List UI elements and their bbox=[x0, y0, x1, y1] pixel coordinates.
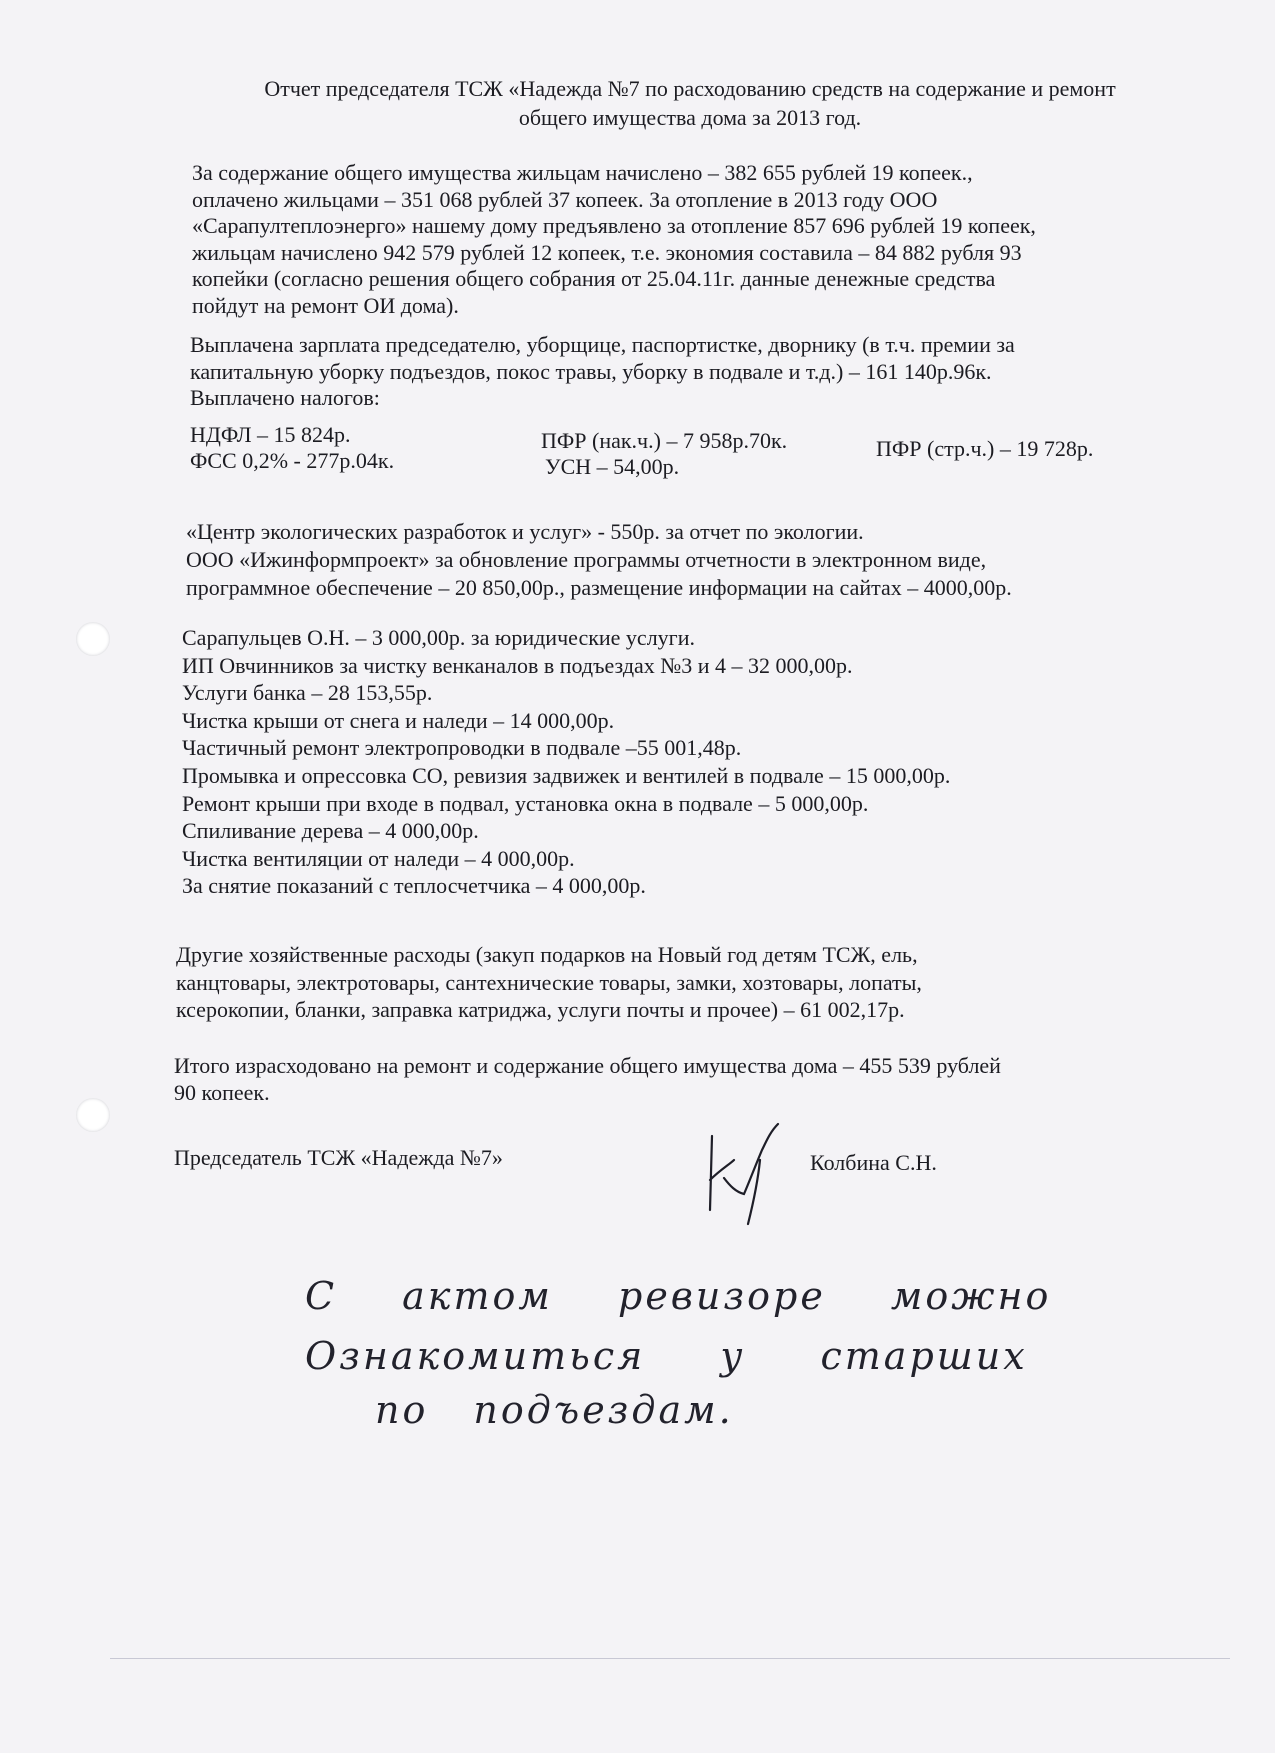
handwritten-note-line: С актом ревизоре можно bbox=[305, 1274, 1052, 1318]
tax-pfr-str: ПФР (стр.ч.) – 19 728р. bbox=[876, 436, 1094, 461]
list-item: Чистка крыши от снега и наледи – 14 000,00р. bbox=[182, 707, 615, 733]
total-paragraph bbox=[174, 1052, 1001, 1106]
list-item: За снятие показаний с теплосчетчика – 4 000,00р. bbox=[182, 873, 646, 899]
bleed-through-line bbox=[110, 1658, 1230, 1659]
text-line: Выплачена зарплата председателю, уборщице, паспортистке, дворнику (в т.ч. премии за bbox=[190, 332, 1015, 357]
text-line: оплачено жильцами – 351 068 рублей 37 копеек. За отопление в 2013 году ООО bbox=[192, 186, 938, 212]
chairman-name: Колбина С.Н. bbox=[810, 1150, 937, 1175]
text-line: ксерокопии, бланки, заправка катриджа, услуги почты и прочее) – 61 002,17р. bbox=[176, 997, 905, 1022]
list-item: Сарапульцев О.Н. – 3 000,00р. за юридические услуги. bbox=[182, 625, 695, 650]
text-line: «Центр экологических разработок и услуг» - 550р. за отчет по экологии. bbox=[186, 519, 864, 544]
list-item: Чистка вентиляции от наледи – 4 000,00р. bbox=[182, 845, 575, 871]
text-line: канцтовары, электротовары, сантехнические товары, замки, хозтовары, лопаты, bbox=[176, 969, 922, 995]
list-item: Спиливание дерева – 4 000,00р. bbox=[182, 818, 479, 844]
text-line: За содержание общего имущества жильцам начислено – 382 655 рублей 19 копеек., bbox=[192, 160, 973, 185]
tax-pfr-nak: ПФР (нак.ч.) – 7 958р.70к. bbox=[541, 428, 788, 453]
signature-mark bbox=[700, 1120, 790, 1230]
list-item: Частичный ремонт электропроводки в подвале –55 001,48р. bbox=[182, 735, 742, 761]
text-line: программное обеспечение – 20 850,00р., размещение информации на сайтах – 4000,00р. bbox=[186, 575, 1012, 600]
handwritten-note-line: по подъездам. bbox=[375, 1388, 734, 1432]
salary-paragraph bbox=[190, 332, 1015, 412]
report-title bbox=[190, 74, 1190, 132]
tax-ndfl: НДФЛ – 15 824р. bbox=[190, 422, 351, 447]
report-title-line: общего имущества дома за 2013 год. bbox=[518, 105, 862, 130]
expenses-list bbox=[182, 624, 950, 900]
services-paragraph bbox=[186, 518, 1012, 602]
punch-hole-top bbox=[76, 622, 110, 656]
punch-hole-bottom bbox=[76, 1098, 110, 1132]
text-line: копейки (согласно решения общего собрания от 25.04.11г. данные денежные средства bbox=[192, 266, 996, 291]
text-line: жильцам начислено 942 579 рублей 12 копеек, т.е. экономия составила – 84 882 рубля 93 bbox=[192, 239, 1022, 265]
text-line: Выплачено налогов: bbox=[190, 385, 380, 410]
tax-fss: ФСС 0,2% - 277р.04к. bbox=[190, 448, 395, 473]
text-line: пойдут на ремонт ОИ дома). bbox=[192, 292, 459, 318]
list-item: Ремонт крыши при входе в подвал, установка окна в подвале – 5 000,00р. bbox=[182, 790, 869, 816]
text-line: «Сарапултеплоэнерго» нашему дому предъявлено за отопление 857 696 рублей 19 копеек, bbox=[192, 213, 1036, 238]
text-line: ООО «Ижинформпроект» за обновление программы отчетности в электронном виде, bbox=[186, 547, 987, 572]
text-line: Другие хозяйственные расходы (закуп подарков на Новый год детям ТСЖ, ель, bbox=[176, 942, 918, 967]
list-item: Промывка и опрессовка СО, ревизия задвижек и вентилей в подвале – 15 000,00р. bbox=[182, 762, 951, 788]
handwritten-note-line: Ознакомиться у старших bbox=[305, 1334, 1028, 1378]
text-line: 90 копеек. bbox=[174, 1080, 270, 1105]
text-line: капитальную уборку подъездов, покос травы, уборку в подвале и т.д.) – 161 140р.96к. bbox=[190, 358, 992, 384]
maintenance-paragraph bbox=[192, 160, 1036, 319]
text-line: Итого израсходовано на ремонт и содержание общего имущества дома – 455 539 рублей bbox=[174, 1053, 1001, 1078]
tax-usn: УСН – 54,00р. bbox=[545, 454, 680, 479]
report-title-line: Отчет председателя ТСЖ «Надежда №7 по расходованию средств на содержание и ремонт bbox=[264, 76, 1116, 101]
list-item: ИП Овчинников за чистку венканалов в подъездах №3 и 4 – 32 000,00р. bbox=[182, 652, 853, 678]
list-item: Услуги банка – 28 153,55р. bbox=[182, 680, 433, 706]
chairman-title: Председатель ТСЖ «Надежда №7» bbox=[174, 1145, 503, 1170]
other-expenses-paragraph bbox=[176, 941, 922, 1024]
